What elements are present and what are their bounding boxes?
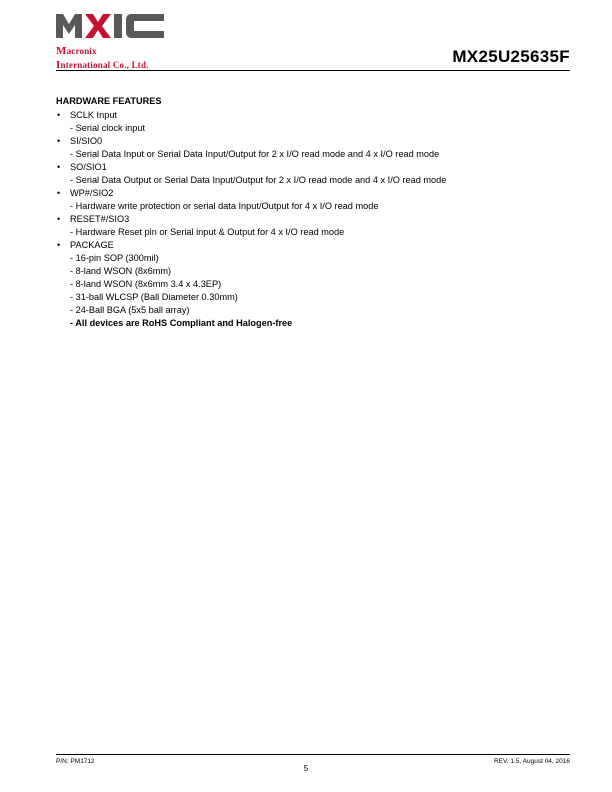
mxic-logo <box>56 14 164 38</box>
rohs-compliance-note: - All devices are RoHS Compliant and Halogen-free <box>70 318 293 328</box>
package-option: - 8-land WSON (8x6mm) <box>70 266 172 276</box>
feature-bullet <box>56 109 556 122</box>
feature-so-sio1 <box>56 161 556 187</box>
package-option: - 16-pin SOP (300mil) <box>70 253 159 263</box>
revision-info: REV. 1.5, August 04, 2016 <box>493 758 570 765</box>
feature-name: SI/SIO0 <box>70 136 103 146</box>
feature-detail: - Hardware Reset pin or Serial input & Output for 4 x I/O read mode <box>70 227 345 237</box>
feature-si-sio0 <box>56 135 556 161</box>
feature-detail: - Hardware write protection or serial data Input/Output for 4 x I/O read mode <box>70 201 379 211</box>
logo-letter-i <box>114 14 122 38</box>
package-option: - 24-Ball BGA (5x5 ball array) <box>70 305 190 315</box>
feature-name: PACKAGE <box>70 240 114 250</box>
company-name <box>56 44 149 72</box>
feature-name: RESET#/SIO3 <box>70 214 130 224</box>
feature-name: SO/SIO1 <box>70 162 107 172</box>
hardware-features-section <box>56 95 556 330</box>
feature-detail: - Serial Data Output or Serial Data Input/Output for 2 x I/O read mode and 4 x I/O read mode <box>70 175 447 185</box>
bullet-icon: • <box>57 136 61 146</box>
document-title: MX25U25635F <box>452 47 570 66</box>
feature-package <box>56 239 556 330</box>
footer-divider <box>56 754 570 755</box>
feature-bullet <box>56 161 556 174</box>
logo-letter-x <box>85 14 111 38</box>
feature-bullet <box>56 239 556 252</box>
logo-letter-m <box>56 14 82 38</box>
bullet-icon: • <box>57 214 61 224</box>
feature-sclk <box>56 109 556 135</box>
feature-bullet <box>56 187 556 200</box>
feature-wp-sio2 <box>56 187 556 213</box>
bullet-icon: • <box>57 110 61 120</box>
package-option: - 31-ball WLCSP (Ball Diameter 0.30mm) <box>70 292 238 302</box>
bullet-icon: • <box>57 188 61 198</box>
header-divider <box>56 70 570 71</box>
bullet-icon: • <box>57 240 61 250</box>
company-name-line1: Macronix <box>56 45 97 57</box>
feature-name: WP#/SIO2 <box>70 188 114 198</box>
feature-detail: - Serial Data Input or Serial Data Input/Output for 2 x I/O read mode and 4 x I/O read mode <box>70 149 440 159</box>
company-name-line2: International Co., Ltd. <box>56 59 149 71</box>
feature-reset-sio3 <box>56 213 556 239</box>
package-option: - 8-land WSON (8x6mm 3.4 x 4.3EP) <box>70 279 222 289</box>
feature-bullet <box>56 213 556 226</box>
feature-bullet <box>56 135 556 148</box>
feature-detail: - Serial clock input <box>70 123 146 133</box>
page-number: 5 <box>303 764 309 773</box>
bullet-icon: • <box>57 162 61 172</box>
feature-name: SCLK Input <box>70 110 117 120</box>
part-number: P/N: PM1712 <box>56 758 95 765</box>
section-heading: HARDWARE FEATURES <box>56 96 162 106</box>
logo-letter-c <box>126 14 164 38</box>
